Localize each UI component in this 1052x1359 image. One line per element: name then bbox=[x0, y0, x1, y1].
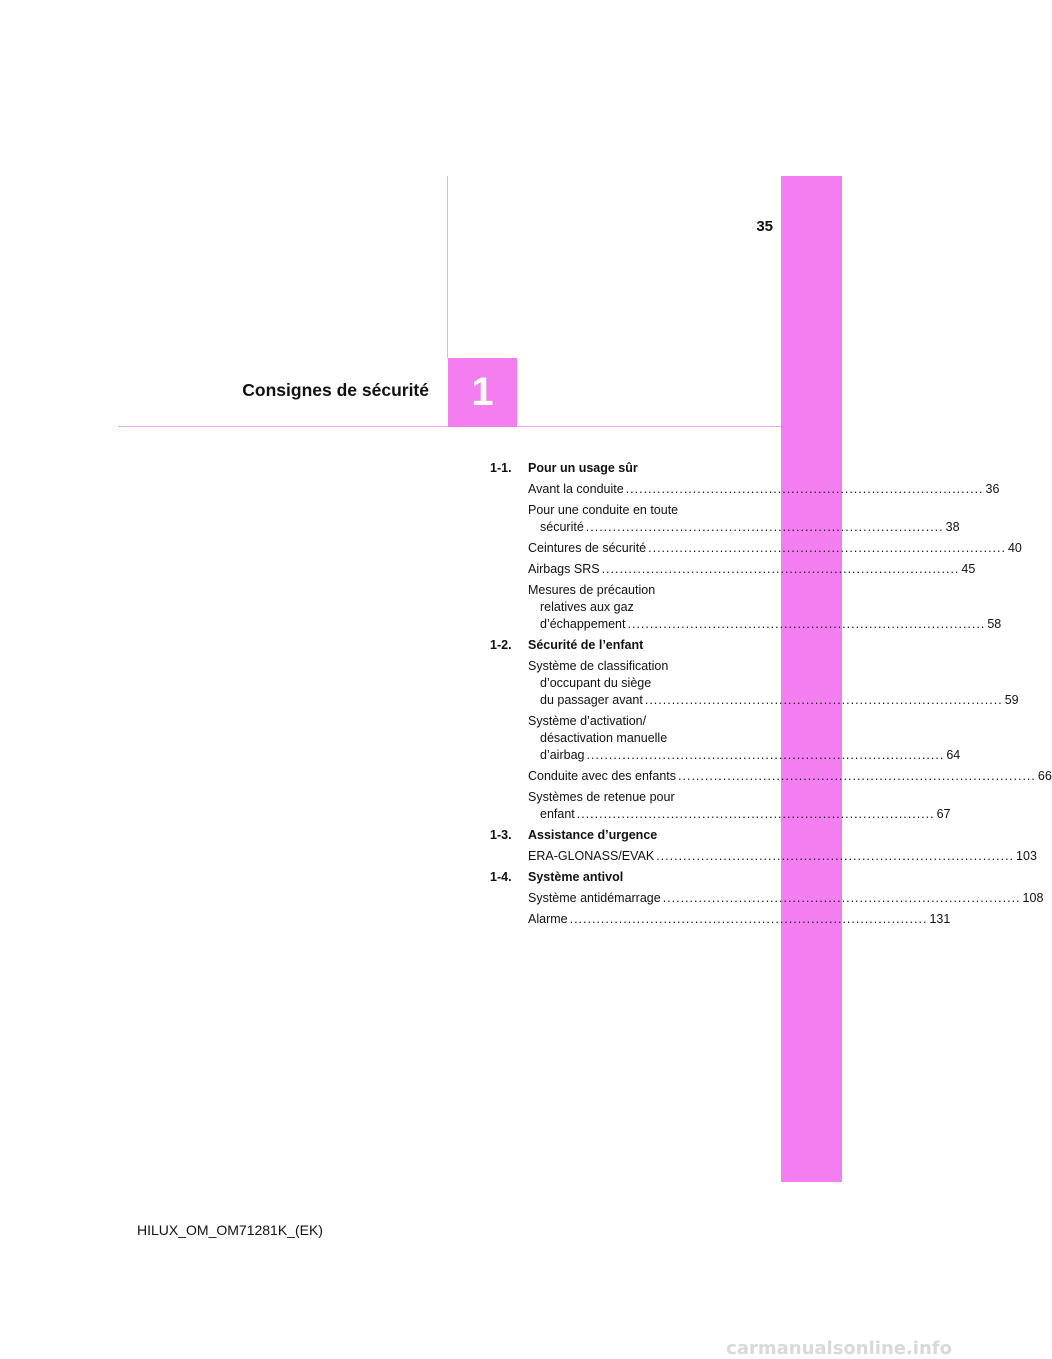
toc-entry-title: sécurité bbox=[540, 520, 584, 534]
dot-leader: ................................................................................ bbox=[586, 748, 945, 762]
toc-entry[interactable] bbox=[490, 911, 951, 928]
toc-entry[interactable] bbox=[490, 582, 1002, 633]
toc-page-number: 45 bbox=[961, 562, 976, 576]
toc-entry[interactable] bbox=[490, 540, 1022, 557]
toc-section-title: Pour un usage sûr bbox=[528, 461, 638, 475]
toc-entry-leader-line bbox=[528, 692, 1019, 709]
toc-entry[interactable] bbox=[490, 890, 1044, 907]
toc-entry-leader-line bbox=[528, 519, 960, 536]
toc-entry-line: Système de classification bbox=[528, 659, 669, 673]
toc-entry-title: ERA-GLONASS/EVAK bbox=[528, 849, 655, 863]
chapter-tab-bar bbox=[781, 176, 842, 1182]
dot-leader: ................................................................................ bbox=[576, 807, 935, 821]
toc-entry[interactable] bbox=[490, 768, 1052, 785]
toc-entry[interactable] bbox=[490, 713, 961, 764]
toc-entry-title: d’échappement bbox=[540, 617, 626, 631]
toc-entry-leader-line bbox=[528, 747, 961, 764]
toc-entry-leader-line bbox=[528, 561, 976, 578]
dot-leader: ................................................................................ bbox=[569, 912, 928, 926]
toc-page-number: 131 bbox=[929, 912, 951, 926]
toc-entry-title: Alarme bbox=[528, 912, 568, 926]
toc-entry[interactable] bbox=[490, 502, 960, 536]
toc-section-heading[interactable] bbox=[490, 637, 740, 654]
toc-entry-title: Airbags SRS bbox=[528, 562, 600, 576]
dot-leader: ................................................................................ bbox=[627, 617, 986, 631]
toc-entry[interactable] bbox=[490, 848, 1037, 865]
chapter-number: 1 bbox=[471, 370, 494, 414]
toc-entry-leader-line bbox=[528, 481, 1000, 498]
toc-page-number: 59 bbox=[1004, 693, 1019, 707]
toc-entry-line: d’occupant du siège bbox=[540, 676, 652, 690]
toc-entry-line: relatives aux gaz bbox=[540, 600, 634, 614]
page-number: 35 bbox=[756, 218, 773, 235]
toc-section-heading[interactable] bbox=[490, 827, 740, 844]
toc-section-number: 1-4. bbox=[490, 870, 512, 884]
toc-page-number: 58 bbox=[987, 617, 1002, 631]
toc-page-number: 66 bbox=[1037, 769, 1052, 783]
toc-entry[interactable] bbox=[490, 481, 1000, 498]
watermark: carmanualsonline.info bbox=[726, 1338, 952, 1359]
dot-leader: ................................................................................ bbox=[585, 520, 944, 534]
dot-leader: ................................................................................ bbox=[644, 693, 1003, 707]
toc-entry-title: du passager avant bbox=[540, 693, 643, 707]
toc-section-heading[interactable] bbox=[490, 460, 740, 477]
dot-leader: ................................................................................ bbox=[601, 562, 960, 576]
toc-section-number: 1-2. bbox=[490, 638, 512, 652]
toc-section bbox=[490, 460, 1022, 633]
toc-entry[interactable] bbox=[490, 789, 951, 823]
toc-section-title: Sécurité de l’enfant bbox=[528, 638, 644, 652]
toc-page-number: 103 bbox=[1016, 849, 1037, 863]
vertical-divider bbox=[447, 176, 448, 358]
chapter-title: Consignes de sécurité bbox=[242, 380, 429, 400]
toc-entry-leader-line bbox=[528, 616, 1002, 633]
toc-entry[interactable] bbox=[490, 561, 976, 578]
toc-entry-title: d’airbag bbox=[540, 748, 585, 762]
toc-page-number: 38 bbox=[945, 520, 960, 534]
toc-page-number: 108 bbox=[1022, 891, 1044, 905]
toc-entry-leader-line bbox=[528, 848, 1037, 865]
toc-entry[interactable] bbox=[490, 658, 1019, 709]
dot-leader: ................................................................................ bbox=[678, 769, 1036, 783]
toc-entry-leader-line bbox=[528, 806, 951, 823]
toc-entry-leader-line bbox=[528, 540, 1022, 557]
toc-page-number: 40 bbox=[1007, 541, 1022, 555]
toc-section-number: 1-1. bbox=[490, 461, 512, 475]
toc-page-number: 67 bbox=[936, 807, 951, 821]
dot-leader: ................................................................................ bbox=[648, 541, 1006, 555]
toc-page-number: 64 bbox=[946, 748, 961, 762]
toc-entry-leader-line bbox=[528, 890, 1044, 907]
toc-entry-line: Mesures de précaution bbox=[528, 583, 656, 597]
toc-section bbox=[490, 827, 1037, 865]
toc-entry-leader-line bbox=[528, 911, 951, 928]
toc-entry-title: Système antidémarrage bbox=[528, 891, 661, 905]
table-of-contents bbox=[490, 460, 1052, 932]
toc-section-title: Assistance d’urgence bbox=[528, 828, 658, 842]
toc-section bbox=[490, 869, 1044, 928]
toc-section-title: Système antivol bbox=[528, 870, 624, 884]
chapter-number-box bbox=[448, 358, 517, 427]
toc-entry-line: Système d’activation/ bbox=[528, 714, 647, 728]
toc-entry-line: Systèmes de retenue pour bbox=[528, 790, 675, 804]
dot-leader: ................................................................................ bbox=[656, 849, 1015, 863]
toc-entry-line: désactivation manuelle bbox=[540, 731, 668, 745]
toc-section-number: 1-3. bbox=[490, 828, 512, 842]
document-code: HILUX_OM_OM71281K_(EK) bbox=[137, 1222, 323, 1238]
toc-entry-line: Pour une conduite en toute bbox=[528, 503, 679, 517]
dot-leader: ................................................................................ bbox=[625, 482, 984, 496]
toc-page-number: 36 bbox=[985, 482, 1000, 496]
toc-section-heading[interactable] bbox=[490, 869, 740, 886]
toc-entry-title: enfant bbox=[540, 807, 575, 821]
toc-entry-title: Ceintures de sécurité bbox=[528, 541, 647, 555]
toc-entry-title: Avant la conduite bbox=[528, 482, 624, 496]
toc-entry-title: Conduite avec des enfants bbox=[528, 769, 677, 783]
dot-leader: ................................................................................ bbox=[662, 891, 1021, 905]
toc-entry-leader-line bbox=[528, 768, 1052, 785]
toc-section bbox=[490, 637, 1052, 823]
